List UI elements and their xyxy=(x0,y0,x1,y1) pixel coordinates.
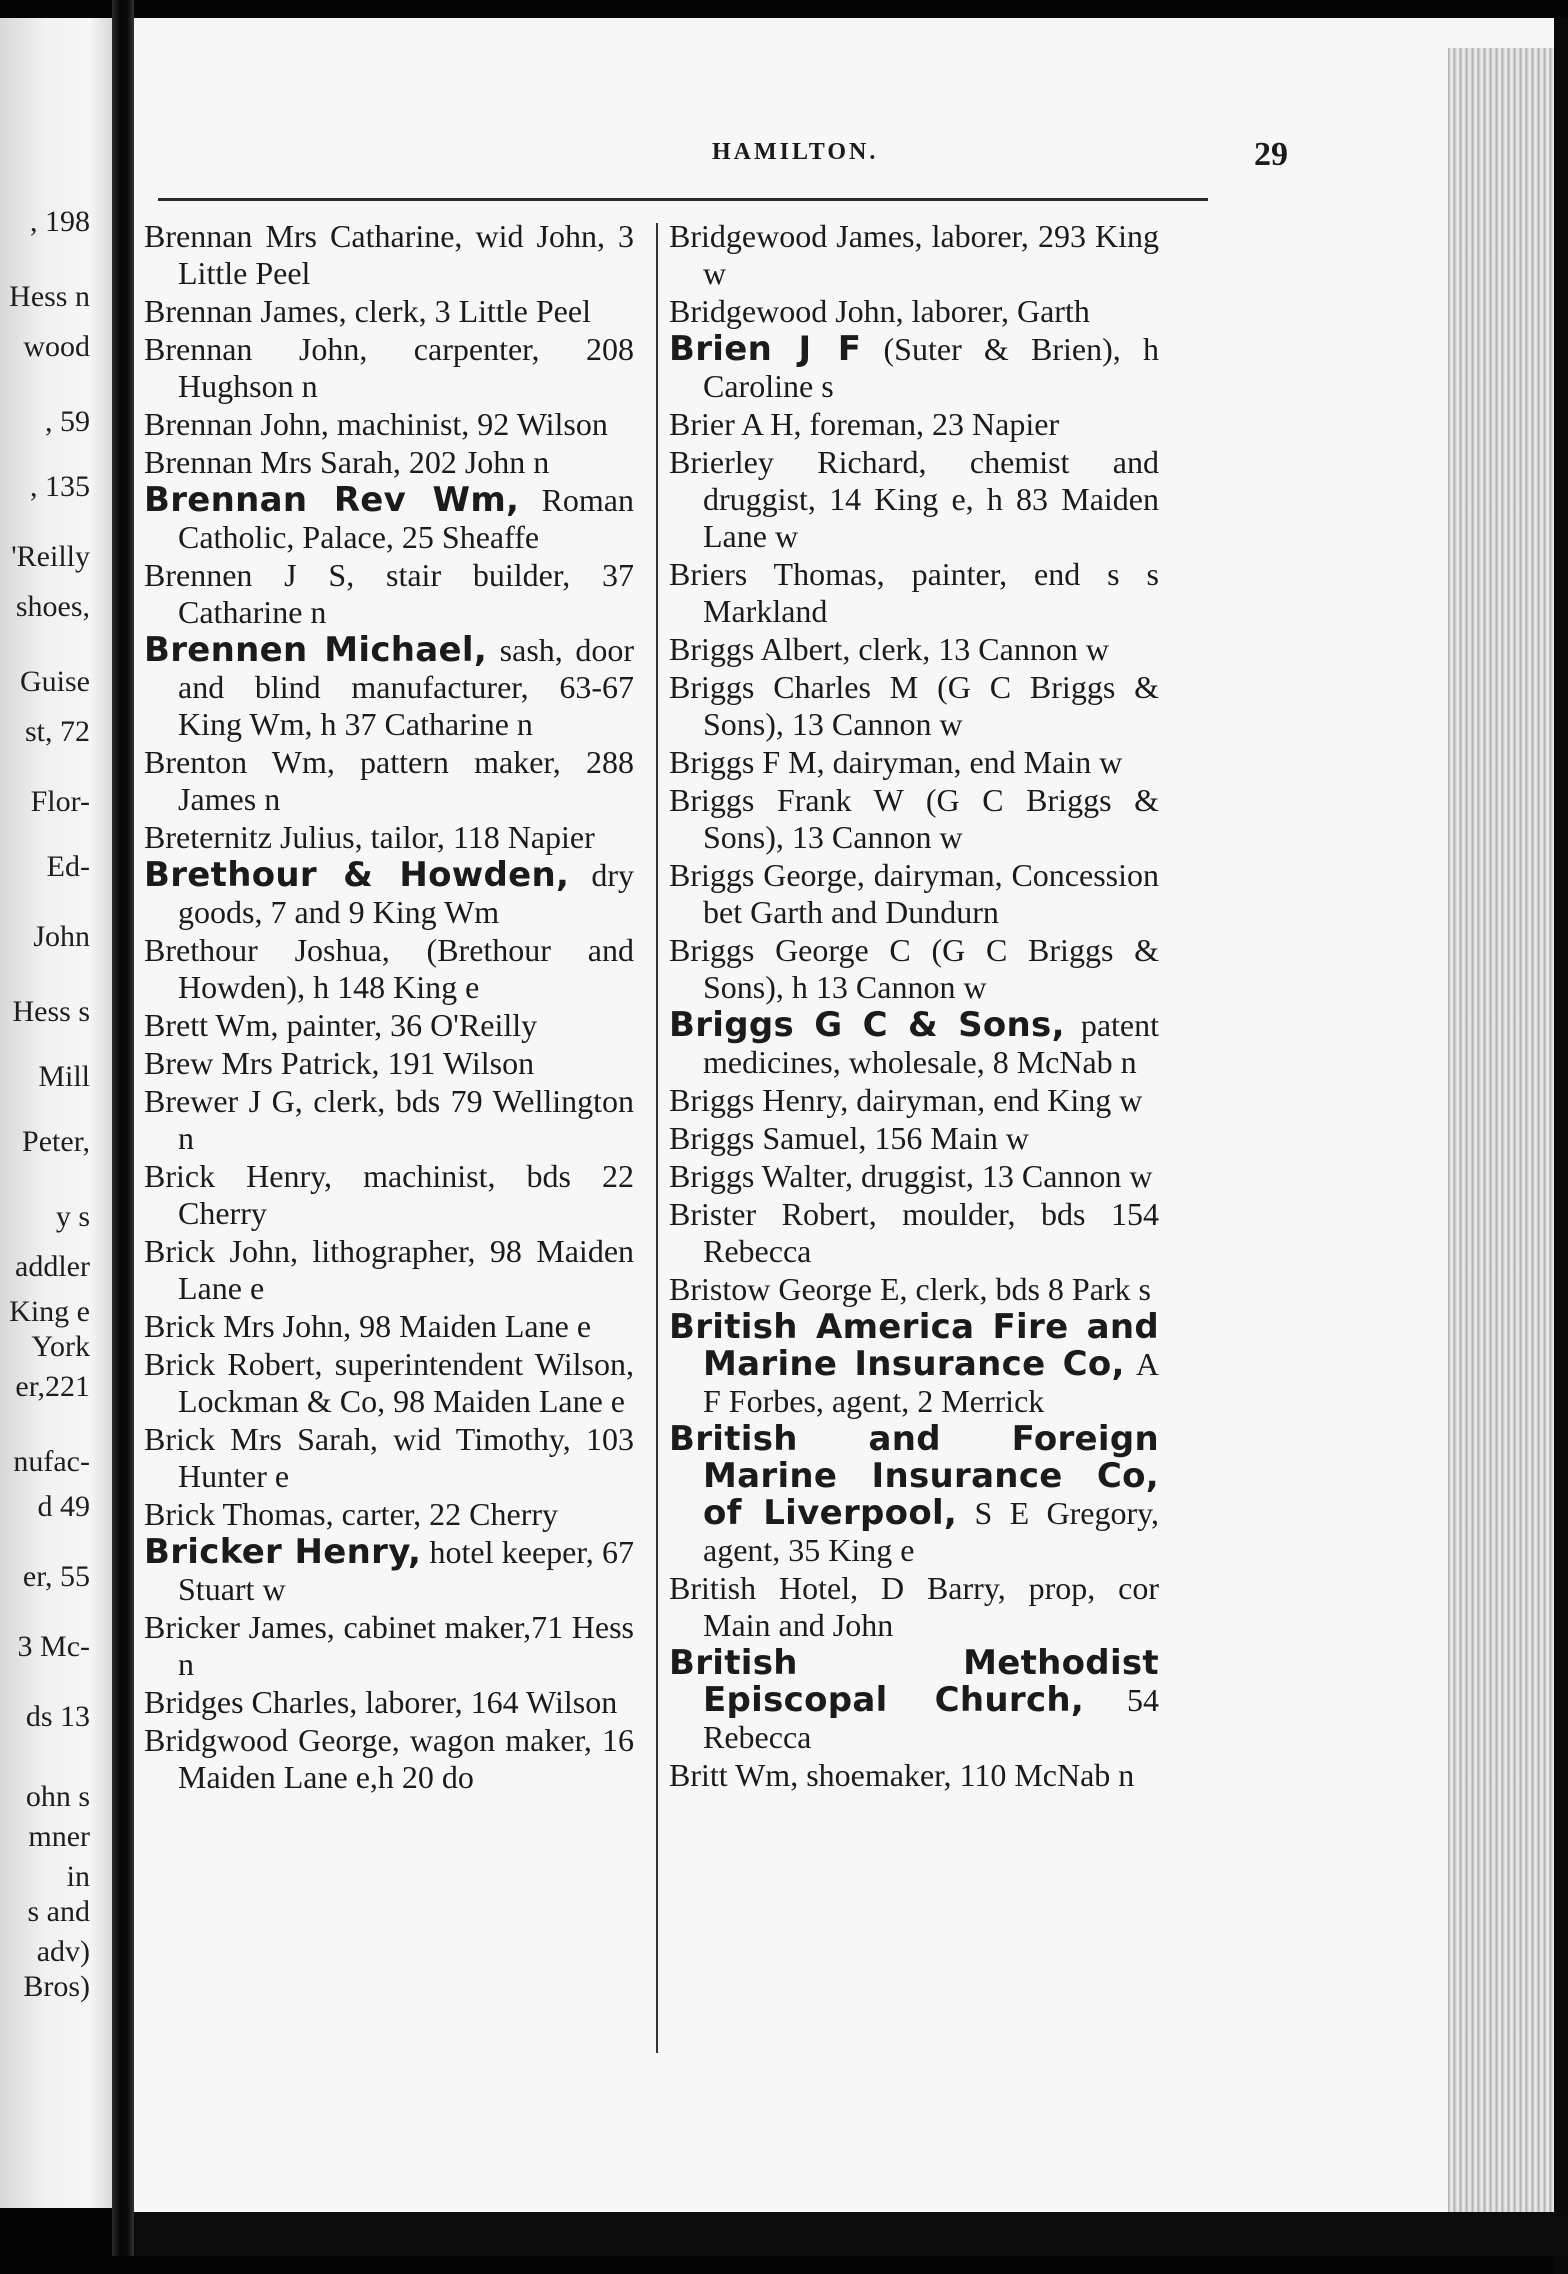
book-gutter xyxy=(112,0,134,2256)
directory-entry xyxy=(669,444,1159,555)
directory-entry xyxy=(669,1309,1159,1420)
margin-fragment: Ed- xyxy=(46,850,90,883)
margin-fragment: , 59 xyxy=(45,405,90,438)
directory-entry xyxy=(144,1158,634,1232)
entry-details: dry goods, 7 and 9 King Wm xyxy=(178,857,635,930)
entry-details: 156 Main w xyxy=(874,1120,1029,1156)
margin-fragment: ds 13 xyxy=(25,1700,90,1733)
directory-entry xyxy=(669,1158,1159,1195)
directory-entry xyxy=(669,744,1159,781)
entry-details: machinist, bds 22 Cherry xyxy=(178,1158,635,1231)
left-column xyxy=(144,218,634,1797)
margin-fragment: Mill xyxy=(38,1060,90,1093)
margin-fragment: ohn s xyxy=(25,1780,90,1813)
entry-details: lithographer, 98 Maiden Lane e xyxy=(178,1233,635,1306)
entry-name: Bricker Henry, xyxy=(144,1532,422,1572)
directory-entry xyxy=(144,293,634,330)
entry-details: clerk, bds 8 Park s xyxy=(915,1271,1151,1307)
directory-entry xyxy=(144,1722,634,1796)
entry-details: dairyman, end Main w xyxy=(832,744,1123,780)
margin-fragment: st, 72 xyxy=(24,715,90,748)
entry-name: Brew Mrs Patrick, xyxy=(144,1045,380,1081)
entry-details: 98 Maiden Lane e xyxy=(359,1308,592,1344)
directory-entry xyxy=(144,1496,634,1533)
entry-name: Briggs George, xyxy=(669,857,865,893)
entry-details: patent medicines, wholesale, 8 McNab n xyxy=(703,1007,1160,1080)
scan-border-bottom xyxy=(134,2212,1568,2256)
entry-name: Brister Robert, xyxy=(669,1196,877,1232)
entry-details: dairyman, end King w xyxy=(856,1082,1143,1118)
entry-details: machinist, 92 Wilson xyxy=(336,406,608,442)
entry-name: Briggs Henry, xyxy=(669,1082,849,1118)
entry-details: (G C Briggs & Sons), h 13 Cannon w xyxy=(703,932,1160,1005)
margin-fragment: mner xyxy=(28,1820,90,1853)
entry-name: Briggs Frank W xyxy=(669,782,904,818)
directory-entry xyxy=(669,1120,1159,1157)
entry-name: British Hotel, xyxy=(669,1570,859,1606)
entry-name: Brick Mrs John, xyxy=(144,1308,352,1344)
directory-page xyxy=(134,0,1568,2256)
directory-entry xyxy=(669,1196,1159,1270)
margin-fragment: Flor- xyxy=(30,785,90,818)
directory-entry xyxy=(144,857,634,931)
entry-name: Briggs Samuel, xyxy=(669,1120,867,1156)
entry-details: druggist, 13 Cannon w xyxy=(860,1158,1153,1194)
entry-name: Brennan Mrs Sarah, xyxy=(144,444,401,480)
entry-name: Briers Thomas, xyxy=(669,556,885,592)
margin-fragment: Guise xyxy=(20,665,90,698)
directory-entry xyxy=(144,1007,634,1044)
entry-name: Brett Wm, xyxy=(144,1007,279,1043)
margin-fragment: King e xyxy=(9,1295,90,1328)
entry-details: (G C Briggs & Sons), 13 Cannon w xyxy=(703,669,1160,742)
page-number: 29 xyxy=(1254,136,1288,173)
entry-name: Brennan Rev Wm, xyxy=(144,480,520,520)
right-column xyxy=(669,218,1159,1795)
entry-details: foreman, 23 Napier xyxy=(809,406,1060,442)
entry-details: A F Forbes, agent, 2 Merrick xyxy=(703,1346,1159,1419)
directory-entry xyxy=(669,1757,1159,1794)
entry-details: wid John, 3 Little Peel xyxy=(178,218,635,291)
entry-details: clerk, bds 79 Wellington n xyxy=(178,1083,635,1156)
margin-fragment: John xyxy=(33,920,90,953)
directory-entry xyxy=(669,1421,1159,1569)
entry-name: Brethour Joshua, xyxy=(144,932,390,968)
margin-fragment: addler xyxy=(15,1250,90,1283)
entry-details: (Brethour and Howden), h 148 King e xyxy=(178,932,634,1005)
running-head: HAMILTON. xyxy=(712,139,879,165)
entry-name: Bridgwood George, xyxy=(144,1722,400,1758)
entry-name: British and Foreign Marine Insurance Co, of Liverpool, xyxy=(669,1419,1159,1533)
directory-entry xyxy=(669,857,1159,931)
entry-name: Breternitz Julius, xyxy=(144,819,363,855)
margin-fragment: Hess s xyxy=(12,995,90,1028)
margin-fragment: , 135 xyxy=(30,470,90,503)
entry-name: Bridges Charles, xyxy=(144,1684,358,1720)
entry-details: laborer, 164 Wilson xyxy=(365,1684,618,1720)
entry-details: stair builder, 37 Catharine n xyxy=(178,557,635,630)
entry-name: Brick Robert, xyxy=(144,1346,323,1382)
margin-fragment: d 49 xyxy=(37,1490,90,1523)
directory-entry xyxy=(669,1570,1159,1644)
margin-fragment: Bros) xyxy=(23,1970,90,2003)
directory-entry xyxy=(669,293,1159,330)
entry-details: sash, door and blind manufacturer, 63-67 King Wm, h 37 Catharine n xyxy=(178,632,635,742)
entry-name: Brennan John, xyxy=(144,331,368,367)
entry-name: Briggs George C xyxy=(669,932,911,968)
entry-name: Brennen J S, xyxy=(144,557,355,593)
directory-entry xyxy=(669,406,1159,443)
entry-details: clerk, 13 Cannon w xyxy=(858,631,1109,667)
margin-fragment: er,221 xyxy=(15,1370,90,1403)
entry-name: Brick John, xyxy=(144,1233,298,1269)
margin-fragment: er, 55 xyxy=(22,1560,90,1593)
directory-entry xyxy=(669,932,1159,1006)
entry-name: Briggs Albert, xyxy=(669,631,851,667)
entry-details: 202 John n xyxy=(408,444,550,480)
entry-details: wid Timothy, 103 Hunter e xyxy=(178,1421,635,1494)
entry-name: Brick Henry, xyxy=(144,1158,333,1194)
entry-details: laborer, Garth xyxy=(911,293,1090,329)
margin-fragment: adv) xyxy=(36,1935,90,1968)
entry-name: Bristow George E, xyxy=(669,1271,908,1307)
entry-name: Brier A H, xyxy=(669,406,802,442)
entry-name: Brick Thomas, xyxy=(144,1496,334,1532)
entry-details: laborer, 293 King w xyxy=(703,218,1160,291)
entry-name: Brennan Mrs Catharine, xyxy=(144,218,463,254)
directory-entry xyxy=(144,1684,634,1721)
directory-entry xyxy=(144,1308,634,1345)
entry-name: Briggs G C & Sons, xyxy=(669,1005,1065,1045)
directory-entry xyxy=(144,932,634,1006)
entry-details: shoemaker, 110 McNab n xyxy=(806,1757,1135,1793)
entry-details: wagon maker, 16 Maiden Lane e,h 20 do xyxy=(178,1722,635,1795)
margin-fragment: 'Reilly xyxy=(11,540,90,573)
page-edge-stack xyxy=(1448,48,1568,2228)
directory-entry xyxy=(144,1045,634,1082)
directory-entry xyxy=(144,406,634,443)
entry-name: Bridgewood John, xyxy=(669,293,904,329)
directory-entry xyxy=(669,331,1159,405)
margin-fragment: s and xyxy=(27,1895,90,1928)
entry-details: Roman Catholic, Palace, 25 Sheaffe xyxy=(178,482,634,555)
entry-name: Brethour & Howden, xyxy=(144,855,570,895)
margin-fragment: wood xyxy=(23,330,90,363)
entry-name: Brenton Wm, xyxy=(144,744,335,780)
header-rule xyxy=(158,198,1208,201)
entry-name: Bricker James, xyxy=(144,1609,335,1645)
entry-name: Bridgewood James, xyxy=(669,218,923,254)
entry-details: (Suter & Brien), h Caroline s xyxy=(703,331,1160,404)
directory-entry xyxy=(669,218,1159,292)
column-divider xyxy=(656,223,658,2053)
directory-entry xyxy=(144,744,634,818)
entry-name: British America Fire and Marine Insurance Co, xyxy=(669,1307,1159,1384)
entry-name: Brien J F xyxy=(669,329,862,369)
entry-name: Brennen Michael, xyxy=(144,630,488,670)
directory-entry xyxy=(144,1346,634,1420)
margin-fragment: , 198 xyxy=(30,205,90,238)
directory-entry xyxy=(144,1233,634,1307)
directory-entry xyxy=(669,669,1159,743)
entry-details: 191 Wilson xyxy=(387,1045,535,1081)
directory-entry xyxy=(669,1082,1159,1119)
directory-entry xyxy=(144,218,634,292)
entry-name: Briggs F M, xyxy=(669,744,825,780)
directory-entry xyxy=(144,819,634,856)
directory-entry xyxy=(669,631,1159,668)
entry-details: hotel keeper, 67 Stuart w xyxy=(178,1534,635,1607)
entry-name: Brennan John, xyxy=(144,406,329,442)
entry-details: carter, 22 Cherry xyxy=(341,1496,558,1532)
entry-name: Briggs Charles M xyxy=(669,669,919,705)
directory-entry xyxy=(144,331,634,405)
margin-fragment: 3 Mc- xyxy=(17,1630,90,1663)
margin-fragment: in xyxy=(66,1860,90,1893)
entry-name: Brierley Richard, xyxy=(669,444,927,480)
entry-details: painter, 36 O'Reilly xyxy=(286,1007,538,1043)
directory-entry xyxy=(144,632,634,743)
margin-fragment: shoes, xyxy=(15,590,90,623)
entry-details: D Barry, prop, cor Main and John xyxy=(703,1570,1159,1643)
entry-name: British Methodist Episcopal Church, xyxy=(669,1643,1159,1720)
directory-entry xyxy=(144,444,634,481)
directory-entry xyxy=(144,557,634,631)
previous-page-margin xyxy=(0,18,112,2208)
entry-details: tailor, 118 Napier xyxy=(370,819,595,855)
entry-name: Brennan James, xyxy=(144,293,347,329)
directory-entry xyxy=(669,556,1159,630)
directory-entry xyxy=(144,482,634,556)
margin-fragment: Peter, xyxy=(22,1125,90,1158)
margin-fragment: Hess n xyxy=(9,280,90,313)
entry-details: chemist and druggist, 14 King e, h 83 Maiden Lane w xyxy=(703,444,1159,554)
directory-entry xyxy=(144,1421,634,1495)
entry-name: Brewer J G, xyxy=(144,1083,303,1119)
entry-details: superintendent Wilson, Lockman & Co, 98 Maiden Lane e xyxy=(178,1346,634,1419)
entry-details: (G C Briggs & Sons), 13 Cannon w xyxy=(703,782,1160,855)
entry-details: clerk, 3 Little Peel xyxy=(354,293,591,329)
entry-details: moulder, bds 154 Rebecca xyxy=(703,1196,1159,1269)
entry-name: Briggs Walter, xyxy=(669,1158,853,1194)
entry-details: pattern maker, 288 James n xyxy=(178,744,634,817)
directory-entry xyxy=(144,1609,634,1683)
entry-name: Brick Mrs Sarah, xyxy=(144,1421,378,1457)
directory-entry xyxy=(669,1271,1159,1308)
margin-fragment: y s xyxy=(55,1200,90,1233)
directory-entry xyxy=(669,782,1159,856)
directory-entry xyxy=(144,1534,634,1608)
entry-details: painter, end s s Markland xyxy=(703,556,1159,629)
directory-entry xyxy=(144,1083,634,1157)
entry-name: Britt Wm, xyxy=(669,1757,799,1793)
entry-details: S E Gregory, agent, 35 King e xyxy=(703,1495,1160,1568)
margin-fragment: York xyxy=(31,1330,90,1363)
margin-fragment: nufac- xyxy=(13,1445,90,1478)
directory-entry xyxy=(669,1007,1159,1081)
directory-entry xyxy=(669,1645,1159,1756)
entry-details: carpenter, 208 Hughson n xyxy=(178,331,634,404)
entry-details: 54 Rebecca xyxy=(703,1682,1159,1755)
entry-details: dairyman, Concession bet Garth and Dundurn xyxy=(703,857,1159,930)
scan-border-right xyxy=(1554,18,1568,2274)
entry-details: cabinet maker,71 Hess n xyxy=(178,1609,634,1682)
